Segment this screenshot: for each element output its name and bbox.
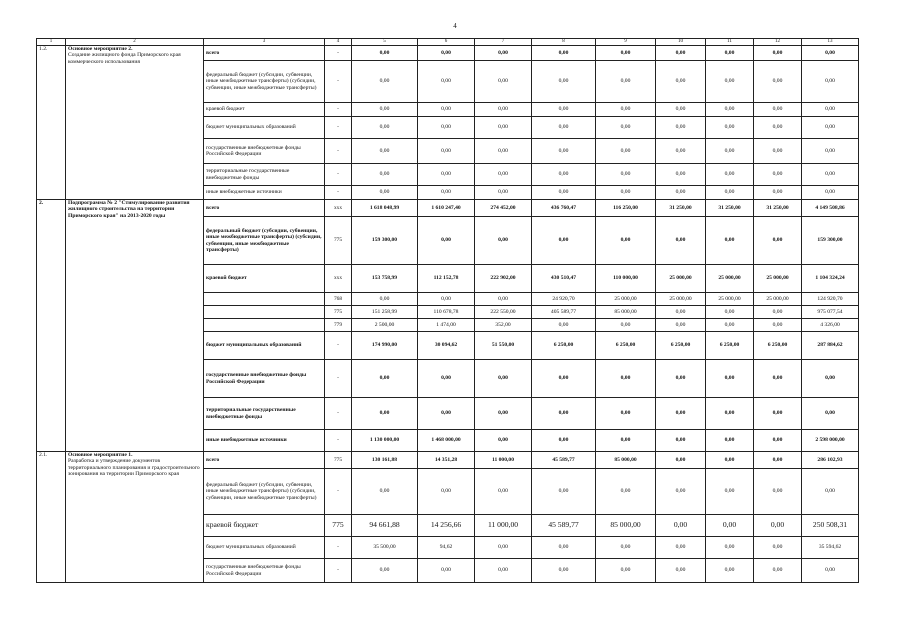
- funding-source: [204, 306, 325, 319]
- value-cell: 0,00: [706, 452, 754, 469]
- value-cell: 4 149 508,86: [802, 200, 859, 217]
- budget-code: -: [325, 117, 352, 139]
- value-cell: 0,00: [532, 61, 596, 103]
- budget-code: -: [325, 469, 352, 515]
- value-cell: 0,00: [706, 515, 754, 537]
- funding-source: всего: [204, 452, 325, 469]
- value-cell: 0,00: [532, 360, 596, 398]
- budget-code: 775: [325, 217, 352, 265]
- value-cell: 0,00: [596, 46, 656, 61]
- value-cell: 0,00: [802, 117, 859, 139]
- value-cell: 975 077,54: [802, 306, 859, 319]
- budget-code: -: [325, 559, 352, 583]
- value-cell: 0,00: [656, 139, 706, 164]
- value-cell: 250 508,31: [802, 515, 859, 537]
- value-cell: 0,00: [656, 117, 706, 139]
- value-cell: 0,00: [754, 360, 802, 398]
- value-cell: 94,62: [418, 537, 475, 559]
- value-cell: 0,00: [475, 469, 532, 515]
- value-cell: 31 250,00: [754, 200, 802, 217]
- table-body: [37, 39, 859, 583]
- budget-table: [36, 38, 859, 583]
- value-cell: 0,00: [596, 559, 656, 583]
- value-cell: 0,00: [475, 398, 532, 430]
- value-cell: 0,00: [706, 398, 754, 430]
- value-cell: 0,00: [656, 217, 706, 265]
- budget-code: -: [325, 186, 352, 200]
- section-title: [66, 46, 204, 200]
- value-cell: 110 000,00: [596, 265, 656, 293]
- value-cell: 0,00: [802, 559, 859, 583]
- funding-source: бюджет муниципальных образований: [204, 332, 325, 360]
- value-cell: 0,00: [418, 103, 475, 117]
- value-cell: 0,00: [352, 139, 418, 164]
- value-cell: 0,00: [802, 103, 859, 117]
- funding-source: государственные внебюджетные фонды Российской Федерации: [204, 139, 325, 164]
- value-cell: 286 102,93: [802, 452, 859, 469]
- value-cell: 174 990,00: [352, 332, 418, 360]
- value-cell: 0,00: [802, 360, 859, 398]
- funding-source: [204, 293, 325, 306]
- value-cell: 0,00: [418, 164, 475, 186]
- budget-code: -: [325, 139, 352, 164]
- value-cell: 0,00: [802, 164, 859, 186]
- budget-code: xxx: [325, 265, 352, 293]
- value-cell: 0,00: [802, 139, 859, 164]
- value-cell: 51 550,00: [475, 332, 532, 360]
- value-cell: 1 474,00: [418, 319, 475, 332]
- section-number: 1.2.: [37, 46, 66, 200]
- funding-source: [204, 319, 325, 332]
- section-number: 2.: [37, 200, 66, 452]
- value-cell: 25 000,00: [754, 293, 802, 306]
- value-cell: 45 589,77: [532, 515, 596, 537]
- value-cell: 0,00: [596, 217, 656, 265]
- budget-code: 775: [325, 306, 352, 319]
- section-title-text: Создание жилищного фонда Приморского края коммерческого использования: [68, 52, 181, 65]
- budget-code: -: [325, 430, 352, 452]
- funding-source: иные внебюджетные источники: [204, 430, 325, 452]
- value-cell: 6 250,00: [656, 332, 706, 360]
- value-cell: 2 598 000,00: [802, 430, 859, 452]
- value-cell: 0,00: [532, 319, 596, 332]
- value-cell: 0,00: [754, 117, 802, 139]
- value-cell: 0,00: [352, 117, 418, 139]
- value-cell: 2 500,00: [352, 319, 418, 332]
- value-cell: 25 000,00: [706, 265, 754, 293]
- value-cell: 0,00: [754, 306, 802, 319]
- budget-code: -: [325, 332, 352, 360]
- value-cell: 45 589,77: [532, 452, 596, 469]
- header-cell: 3: [204, 39, 325, 46]
- value-cell: 0,00: [802, 186, 859, 200]
- value-cell: 0,00: [754, 217, 802, 265]
- value-cell: 0,00: [532, 186, 596, 200]
- value-cell: 0,00: [656, 452, 706, 469]
- value-cell: 1 610 247,40: [418, 200, 475, 217]
- value-cell: 352,00: [475, 319, 532, 332]
- value-cell: 0,00: [418, 398, 475, 430]
- value-cell: 436 760,47: [532, 200, 596, 217]
- value-cell: 222 550,00: [475, 306, 532, 319]
- value-cell: 0,00: [754, 515, 802, 537]
- value-cell: 0,00: [706, 319, 754, 332]
- budget-code: -: [325, 46, 352, 61]
- value-cell: 0,00: [418, 469, 475, 515]
- header-row: [37, 39, 859, 46]
- funding-source: краевой бюджет: [204, 515, 325, 537]
- value-cell: 0,00: [475, 46, 532, 61]
- value-cell: 222 902,00: [475, 265, 532, 293]
- value-cell: 130 161,88: [352, 452, 418, 469]
- value-cell: 0,00: [352, 559, 418, 583]
- value-cell: 35 594,62: [802, 537, 859, 559]
- value-cell: 0,00: [532, 139, 596, 164]
- value-cell: 6 250,00: [706, 332, 754, 360]
- budget-code: 775: [325, 452, 352, 469]
- value-cell: 0,00: [475, 293, 532, 306]
- value-cell: 151 258,99: [352, 306, 418, 319]
- value-cell: 0,00: [596, 117, 656, 139]
- value-cell: 0,00: [532, 430, 596, 452]
- value-cell: 0,00: [475, 103, 532, 117]
- value-cell: 25 000,00: [596, 293, 656, 306]
- value-cell: 0,00: [475, 186, 532, 200]
- value-cell: 0,00: [475, 117, 532, 139]
- value-cell: 0,00: [754, 430, 802, 452]
- value-cell: 11 000,00: [475, 452, 532, 469]
- value-cell: 159 300,00: [802, 217, 859, 265]
- value-cell: 0,00: [706, 217, 754, 265]
- value-cell: 0,00: [754, 469, 802, 515]
- value-cell: 274 452,00: [475, 200, 532, 217]
- value-cell: 0,00: [532, 469, 596, 515]
- value-cell: 0,00: [754, 46, 802, 61]
- value-cell: 0,00: [475, 164, 532, 186]
- value-cell: 0,00: [656, 515, 706, 537]
- value-cell: 25 000,00: [706, 293, 754, 306]
- value-cell: 0,00: [802, 46, 859, 61]
- value-cell: 0,00: [596, 186, 656, 200]
- value-cell: 31 250,00: [706, 200, 754, 217]
- header-cell: 6: [418, 39, 475, 46]
- value-cell: 0,00: [532, 398, 596, 430]
- value-cell: 0,00: [706, 186, 754, 200]
- value-cell: 0,00: [352, 186, 418, 200]
- value-cell: 0,00: [352, 61, 418, 103]
- section-title-bold: Основное мероприятие 2.: [68, 46, 133, 52]
- value-cell: 0,00: [596, 430, 656, 452]
- header-cell: 7: [475, 39, 532, 46]
- value-cell: 24 920,70: [532, 293, 596, 306]
- value-cell: 0,00: [706, 61, 754, 103]
- value-cell: 0,00: [656, 103, 706, 117]
- value-cell: 0,00: [656, 360, 706, 398]
- value-cell: 0,00: [656, 398, 706, 430]
- value-cell: 0,00: [596, 398, 656, 430]
- value-cell: 0,00: [475, 217, 532, 265]
- funding-source: бюджет муниципальных образований: [204, 117, 325, 139]
- value-cell: 0,00: [418, 61, 475, 103]
- value-cell: 14 256,66: [418, 515, 475, 537]
- funding-source: иные внебюджетные источники: [204, 186, 325, 200]
- value-cell: 0,00: [596, 469, 656, 515]
- value-cell: 153 758,99: [352, 265, 418, 293]
- value-cell: 405 589,77: [532, 306, 596, 319]
- budget-code: -: [325, 360, 352, 398]
- value-cell: 0,00: [418, 217, 475, 265]
- value-cell: 0,00: [802, 469, 859, 515]
- value-cell: 31 250,00: [656, 200, 706, 217]
- value-cell: 0,00: [532, 164, 596, 186]
- value-cell: 0,00: [754, 164, 802, 186]
- value-cell: 1 130 000,00: [352, 430, 418, 452]
- value-cell: 0,00: [418, 186, 475, 200]
- value-cell: 0,00: [475, 430, 532, 452]
- section-title: Подпрограмма № 2 "Стимулирование развития жилищного строительства на территории Приморского края" на 2013-2020 годы: [66, 200, 204, 452]
- funding-source: всего: [204, 46, 325, 61]
- value-cell: 0,00: [706, 103, 754, 117]
- value-cell: 0,00: [596, 319, 656, 332]
- value-cell: 0,00: [418, 360, 475, 398]
- value-cell: 0,00: [656, 46, 706, 61]
- value-cell: 0,00: [656, 61, 706, 103]
- value-cell: 1 104 324,24: [802, 265, 859, 293]
- section-title-text: Разработка и утверждение документов территориального планирования и градостроительного зонирования на территории Приморского края: [68, 458, 200, 478]
- value-cell: 30 094,62: [418, 332, 475, 360]
- value-cell: 112 152,78: [418, 265, 475, 293]
- value-cell: 6 250,00: [532, 332, 596, 360]
- value-cell: 0,00: [706, 306, 754, 319]
- value-cell: 85 000,00: [596, 515, 656, 537]
- value-cell: 0,00: [754, 186, 802, 200]
- value-cell: 1 618 048,99: [352, 200, 418, 217]
- value-cell: 11 000,00: [475, 515, 532, 537]
- value-cell: 1 468 000,00: [418, 430, 475, 452]
- value-cell: 85 000,00: [596, 306, 656, 319]
- value-cell: 0,00: [754, 103, 802, 117]
- funding-source: краевой бюджет: [204, 103, 325, 117]
- value-cell: 0,00: [754, 559, 802, 583]
- value-cell: 159 300,00: [352, 217, 418, 265]
- value-cell: 0,00: [596, 164, 656, 186]
- funding-source: федеральный бюджет (субсидии, субвенции, иные межбюджетные трансферты) (субсидии, субвенции, иные межбюджетные трансферты): [204, 217, 325, 265]
- header-cell: 8: [532, 39, 596, 46]
- value-cell: 94 661,88: [352, 515, 418, 537]
- value-cell: 0,00: [475, 537, 532, 559]
- value-cell: 0,00: [706, 139, 754, 164]
- table-row: [37, 200, 859, 217]
- funding-source: бюджет муниципальных образований: [204, 537, 325, 559]
- value-cell: 0,00: [706, 360, 754, 398]
- header-cell: 4: [325, 39, 352, 46]
- value-cell: 85 000,00: [596, 452, 656, 469]
- value-cell: 110 678,78: [418, 306, 475, 319]
- value-cell: 0,00: [418, 293, 475, 306]
- budget-code: 779: [325, 319, 352, 332]
- value-cell: 35 500,00: [352, 537, 418, 559]
- budget-code: -: [325, 537, 352, 559]
- value-cell: 0,00: [475, 360, 532, 398]
- value-cell: 0,00: [656, 164, 706, 186]
- value-cell: 0,00: [656, 537, 706, 559]
- value-cell: 0,00: [656, 186, 706, 200]
- value-cell: 0,00: [532, 103, 596, 117]
- header-cell: 5: [352, 39, 418, 46]
- funding-source: территориальные государственные внебюджетные фонды: [204, 398, 325, 430]
- value-cell: 0,00: [532, 537, 596, 559]
- section-title: [66, 452, 204, 583]
- value-cell: 0,00: [656, 306, 706, 319]
- value-cell: 0,00: [706, 46, 754, 61]
- value-cell: 0,00: [596, 360, 656, 398]
- header-cell: 1: [37, 39, 66, 46]
- value-cell: 0,00: [352, 293, 418, 306]
- value-cell: 25 000,00: [754, 265, 802, 293]
- value-cell: 0,00: [352, 164, 418, 186]
- value-cell: 0,00: [532, 117, 596, 139]
- value-cell: 0,00: [596, 537, 656, 559]
- value-cell: 0,00: [706, 469, 754, 515]
- value-cell: 25 000,00: [656, 293, 706, 306]
- header-cell: 11: [706, 39, 754, 46]
- value-cell: 0,00: [656, 319, 706, 332]
- value-cell: 0,00: [596, 139, 656, 164]
- value-cell: 0,00: [532, 46, 596, 61]
- value-cell: 0,00: [656, 430, 706, 452]
- value-cell: 0,00: [802, 61, 859, 103]
- value-cell: 0,00: [596, 103, 656, 117]
- value-cell: 0,00: [352, 360, 418, 398]
- budget-code: 775: [325, 515, 352, 537]
- header-cell: 12: [754, 39, 802, 46]
- funding-source: государственные внебюджетные фонды Российской Федерации: [204, 559, 325, 583]
- value-cell: 0,00: [754, 139, 802, 164]
- funding-source: федеральный бюджет (субсидии, субвенции, иные межбюджетные трансферты) (субсидии, субвенции, иные межбюджетные трансферты): [204, 469, 325, 515]
- budget-code: -: [325, 103, 352, 117]
- header-cell: 2: [66, 39, 204, 46]
- value-cell: 0,00: [706, 164, 754, 186]
- value-cell: 0,00: [418, 117, 475, 139]
- funding-source: всего: [204, 200, 325, 217]
- value-cell: 0,00: [754, 537, 802, 559]
- value-cell: 0,00: [754, 319, 802, 332]
- value-cell: 0,00: [352, 469, 418, 515]
- value-cell: 0,00: [754, 61, 802, 103]
- value-cell: 0,00: [706, 537, 754, 559]
- value-cell: 6 250,00: [596, 332, 656, 360]
- value-cell: 0,00: [475, 559, 532, 583]
- value-cell: 25 000,00: [656, 265, 706, 293]
- section-number: 2.1.: [37, 452, 66, 583]
- value-cell: 0,00: [532, 559, 596, 583]
- value-cell: 0,00: [418, 559, 475, 583]
- budget-code: xxx: [325, 200, 352, 217]
- page-number: 4: [453, 22, 457, 30]
- value-cell: 6 250,00: [754, 332, 802, 360]
- value-cell: 0,00: [706, 117, 754, 139]
- value-cell: 14 351,28: [418, 452, 475, 469]
- budget-code: -: [325, 61, 352, 103]
- value-cell: 430 510,47: [532, 265, 596, 293]
- header-cell: 13: [802, 39, 859, 46]
- value-cell: 124 920,70: [802, 293, 859, 306]
- value-cell: 0,00: [532, 217, 596, 265]
- header-cell: 10: [656, 39, 706, 46]
- value-cell: 0,00: [802, 398, 859, 430]
- table-row: [37, 452, 859, 469]
- value-cell: 0,00: [475, 139, 532, 164]
- value-cell: 0,00: [754, 398, 802, 430]
- funding-source: федеральный бюджет (субсидии, субвенции, иные межбюджетные трансферты) (субсидии, субвенции, иные межбюджетные трансферты): [204, 61, 325, 103]
- value-cell: 0,00: [706, 430, 754, 452]
- funding-source: территориальные государственные внебюджетные фонды: [204, 164, 325, 186]
- value-cell: 0,00: [352, 398, 418, 430]
- budget-code: -: [325, 164, 352, 186]
- budget-code: 768: [325, 293, 352, 306]
- value-cell: 0,00: [754, 452, 802, 469]
- table-row: [37, 46, 859, 61]
- funding-source: государственные внебюджетные фонды Российской Федерации: [204, 360, 325, 398]
- value-cell: 287 884,62: [802, 332, 859, 360]
- value-cell: 0,00: [418, 46, 475, 61]
- funding-source: краевой бюджет: [204, 265, 325, 293]
- value-cell: 116 250,00: [596, 200, 656, 217]
- value-cell: 0,00: [656, 559, 706, 583]
- value-cell: 4 326,00: [802, 319, 859, 332]
- value-cell: 0,00: [352, 46, 418, 61]
- section-title-bold: Основное мероприятие 1.: [68, 452, 133, 458]
- header-cell: 9: [596, 39, 656, 46]
- value-cell: 0,00: [475, 61, 532, 103]
- value-cell: 0,00: [352, 103, 418, 117]
- value-cell: 0,00: [418, 139, 475, 164]
- value-cell: 0,00: [596, 61, 656, 103]
- value-cell: 0,00: [656, 469, 706, 515]
- value-cell: 0,00: [706, 559, 754, 583]
- budget-code: -: [325, 398, 352, 430]
